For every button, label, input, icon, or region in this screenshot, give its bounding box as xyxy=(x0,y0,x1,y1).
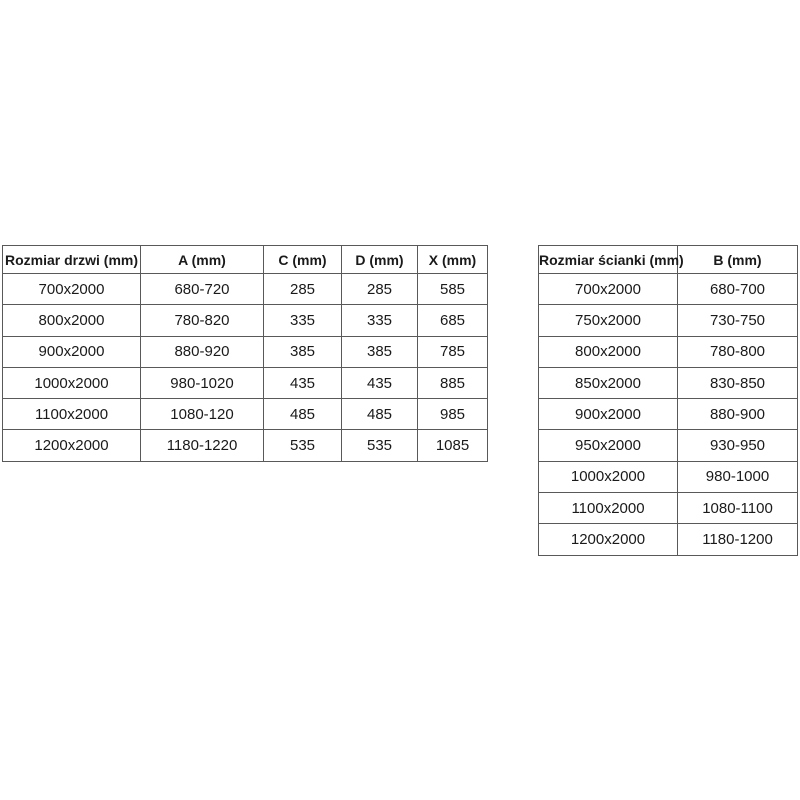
table-cell: 1100x2000 xyxy=(3,399,141,430)
table-row xyxy=(539,493,798,524)
table-cell: 335 xyxy=(342,305,418,336)
table-row xyxy=(539,336,798,367)
table-cell: 1080-1100 xyxy=(678,493,798,524)
table-cell: 980-1020 xyxy=(141,367,264,398)
table-cell: 680-700 xyxy=(678,274,798,305)
table-cell: 780-820 xyxy=(141,305,264,336)
table-cell: 1100x2000 xyxy=(539,493,678,524)
table-row xyxy=(539,430,798,461)
table-cell: 1200x2000 xyxy=(539,524,678,555)
table-cell: 800x2000 xyxy=(539,336,678,367)
table-cell: 585 xyxy=(418,274,488,305)
table-cell: 1180-1220 xyxy=(141,430,264,461)
table-row xyxy=(3,336,488,367)
table-cell: 385 xyxy=(342,336,418,367)
table-cell: 485 xyxy=(264,399,342,430)
table-cell: 785 xyxy=(418,336,488,367)
table-cell: 1080-120 xyxy=(141,399,264,430)
column-header: A (mm) xyxy=(141,246,264,274)
table-row xyxy=(3,430,488,461)
table-cell: 435 xyxy=(264,367,342,398)
table-row xyxy=(3,274,488,305)
table-cell: 685 xyxy=(418,305,488,336)
column-header: Rozmiar ścianki (mm) xyxy=(539,246,678,274)
column-header: Rozmiar drzwi (mm) xyxy=(3,246,141,274)
column-header: X (mm) xyxy=(418,246,488,274)
column-header: C (mm) xyxy=(264,246,342,274)
table-cell: 885 xyxy=(418,367,488,398)
wall-sizes-table xyxy=(538,245,798,556)
column-header: D (mm) xyxy=(342,246,418,274)
table-row xyxy=(539,305,798,336)
table-cell: 1000x2000 xyxy=(539,461,678,492)
table-row xyxy=(539,399,798,430)
table-row xyxy=(539,461,798,492)
header-row xyxy=(3,246,488,274)
table-cell: 435 xyxy=(342,367,418,398)
table-cell: 880-900 xyxy=(678,399,798,430)
table-cell: 830-850 xyxy=(678,367,798,398)
table-cell: 1200x2000 xyxy=(3,430,141,461)
table-cell: 850x2000 xyxy=(539,367,678,398)
table-cell: 730-750 xyxy=(678,305,798,336)
table-cell: 335 xyxy=(264,305,342,336)
table-cell: 980-1000 xyxy=(678,461,798,492)
table-cell: 535 xyxy=(342,430,418,461)
table-row xyxy=(3,367,488,398)
table-cell: 285 xyxy=(264,274,342,305)
table-cell: 385 xyxy=(264,336,342,367)
table-cell: 750x2000 xyxy=(539,305,678,336)
table-cell: 800x2000 xyxy=(3,305,141,336)
table-cell: 900x2000 xyxy=(3,336,141,367)
table-cell: 780-800 xyxy=(678,336,798,367)
table-cell: 700x2000 xyxy=(3,274,141,305)
table-row xyxy=(539,274,798,305)
table-cell: 285 xyxy=(342,274,418,305)
header-row xyxy=(539,246,798,274)
table-row xyxy=(539,367,798,398)
table-cell: 535 xyxy=(264,430,342,461)
table-cell: 985 xyxy=(418,399,488,430)
table-cell: 700x2000 xyxy=(539,274,678,305)
table-cell: 900x2000 xyxy=(539,399,678,430)
table-row xyxy=(3,305,488,336)
table-cell: 1180-1200 xyxy=(678,524,798,555)
table-cell: 950x2000 xyxy=(539,430,678,461)
table-cell: 930-950 xyxy=(678,430,798,461)
table-cell: 1085 xyxy=(418,430,488,461)
table-row xyxy=(539,524,798,555)
table-row xyxy=(3,399,488,430)
table-cell: 680-720 xyxy=(141,274,264,305)
table-cell: 485 xyxy=(342,399,418,430)
table-cell: 880-920 xyxy=(141,336,264,367)
table-cell: 1000x2000 xyxy=(3,367,141,398)
column-header: B (mm) xyxy=(678,246,798,274)
door-sizes-table xyxy=(2,245,488,462)
